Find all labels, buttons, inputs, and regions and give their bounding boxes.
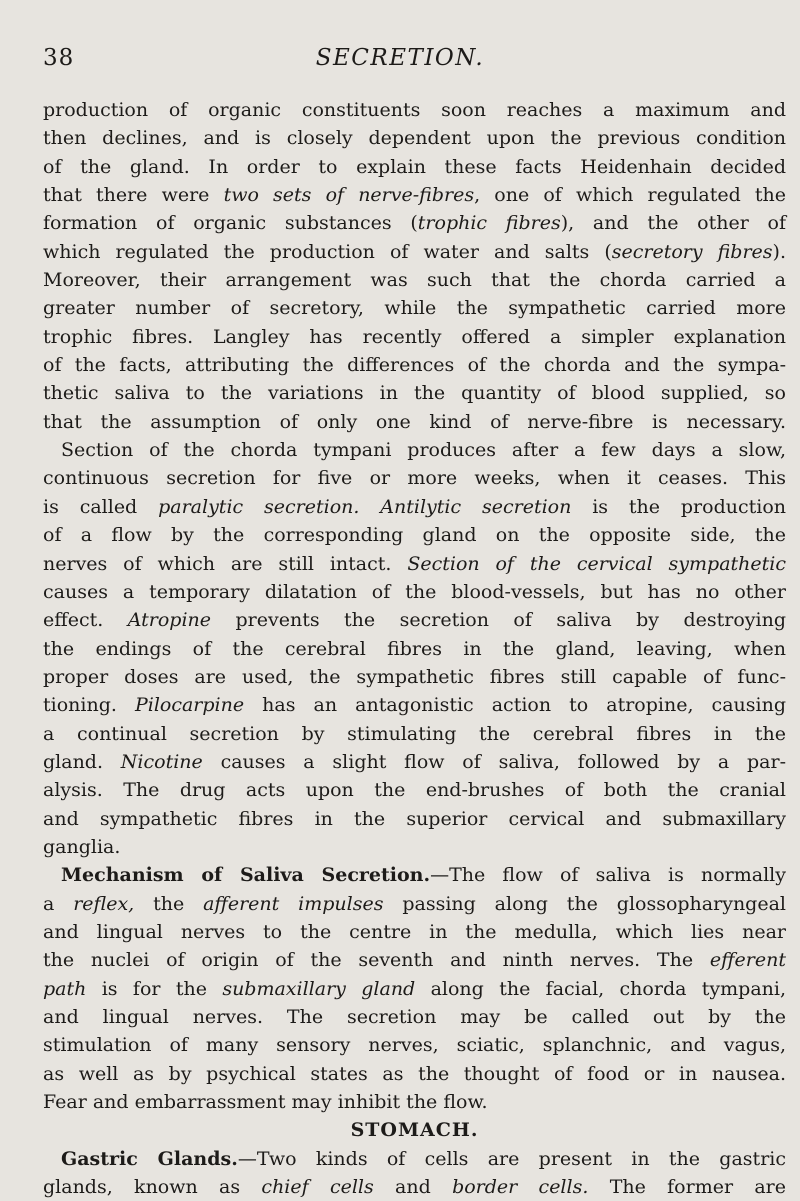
text-line: ganglia.: [43, 835, 121, 858]
text-line: path is for the submaxillary gland along the facial, chorda tympani,: [43, 977, 787, 1000]
text-line: which regulated the production of water and salts (secretory fibres).: [43, 240, 786, 263]
text-line: causes a temporary dilatation of the blood-vessels, but has no other: [43, 580, 786, 603]
text-line: trophic fibres. Langley has recently offered a simpler explanation: [43, 325, 786, 348]
text-line: is called paralytic secretion. Antilytic secretion is the production: [43, 495, 787, 518]
text-line: Mechanism of Saliva Secretion.—The flow of saliva is normally: [61, 864, 786, 887]
body-text: [43, 96, 786, 1201]
text-line: proper doses are used, the sympathetic fibres still capable of func-: [43, 665, 786, 688]
text-line: and lingual nerves. The secretion may be called out by the: [43, 1006, 786, 1028]
text-line: Fear and embarrassment may inhibit the flow.: [43, 1091, 488, 1114]
text-line: nerves of which are still intact. Section of the cervical sympathetic: [43, 552, 786, 575]
text-line: the endings of the cerebral fibres in the gland, leaving, when: [43, 637, 786, 660]
text-line: formation of organic substances (trophic fibres), and the other of: [43, 212, 787, 235]
text-line: STOMACH.: [350, 1119, 479, 1142]
text-line: that the assumption of only one kind of nerve-fibre is necessary.: [43, 410, 786, 433]
text-line: that there were two sets of nerve-fibres, one of which regulated the: [43, 184, 786, 207]
text-line: as well as by psychical states as the thought of food or in nausea.: [43, 1062, 786, 1085]
text-line: alysis. The drug acts upon the end-brushes of both the cranial: [43, 779, 786, 802]
page-header: [0, 45, 800, 75]
text-line: and lingual nerves to the centre in the medulla, which lies near: [43, 920, 786, 943]
text-line: production of organic constituents soon reaches a maximum and: [43, 99, 786, 121]
text-line: of a flow by the corresponding gland on the opposite side, the: [43, 524, 786, 547]
text-line: glands, known as chief cells and border cells. The former are: [43, 1176, 786, 1199]
text-line: a continual secretion by stimulating the cerebral fibres in the: [43, 722, 786, 745]
text-line: a reflex, the afferent impulses passing along the glossopharyngeal: [43, 892, 786, 915]
text-line: gland. Nicotine causes a slight flow of saliva, followed by a par-: [43, 750, 786, 773]
text-line: of the gland. In order to explain these facts Heidenhain decided: [43, 155, 786, 178]
text-line: then declines, and is closely dependent upon the previous condition: [43, 127, 786, 150]
text-line: continuous secretion for five or more weeks, when it ceases. This: [43, 467, 786, 490]
page-number: 38: [43, 45, 75, 71]
text-line: and sympathetic fibres in the superior cervical and submaxillary: [43, 807, 786, 830]
text-line: tioning. Pilocarpine has an antagonistic action to atropine, causing: [43, 694, 786, 717]
text-line: thetic saliva to the variations in the quantity of blood supplied, so: [43, 382, 786, 405]
text-line: effect. Atropine prevents the secretion of saliva by destroying: [43, 609, 786, 632]
text-line: greater number of secretory, while the sympathetic carried more: [43, 297, 786, 320]
text-line: Gastric Glands.—Two kinds of cells are present in the gastric: [61, 1147, 786, 1170]
text-line: stimulation of many sensory nerves, sciatic, splanchnic, and vagus,: [43, 1034, 786, 1057]
running-head: SECRETION.: [315, 45, 485, 71]
text-line: the nuclei of origin of the seventh and ninth nerves. The efferent: [43, 949, 786, 972]
text-line: Moreover, their arrangement was such that the chorda carried a: [43, 269, 786, 292]
text-line: Section of the chorda tympani produces after a few days a slow,: [61, 439, 786, 462]
text-line: of the facts, attributing the differences of the chorda and the sympa-: [43, 354, 786, 377]
